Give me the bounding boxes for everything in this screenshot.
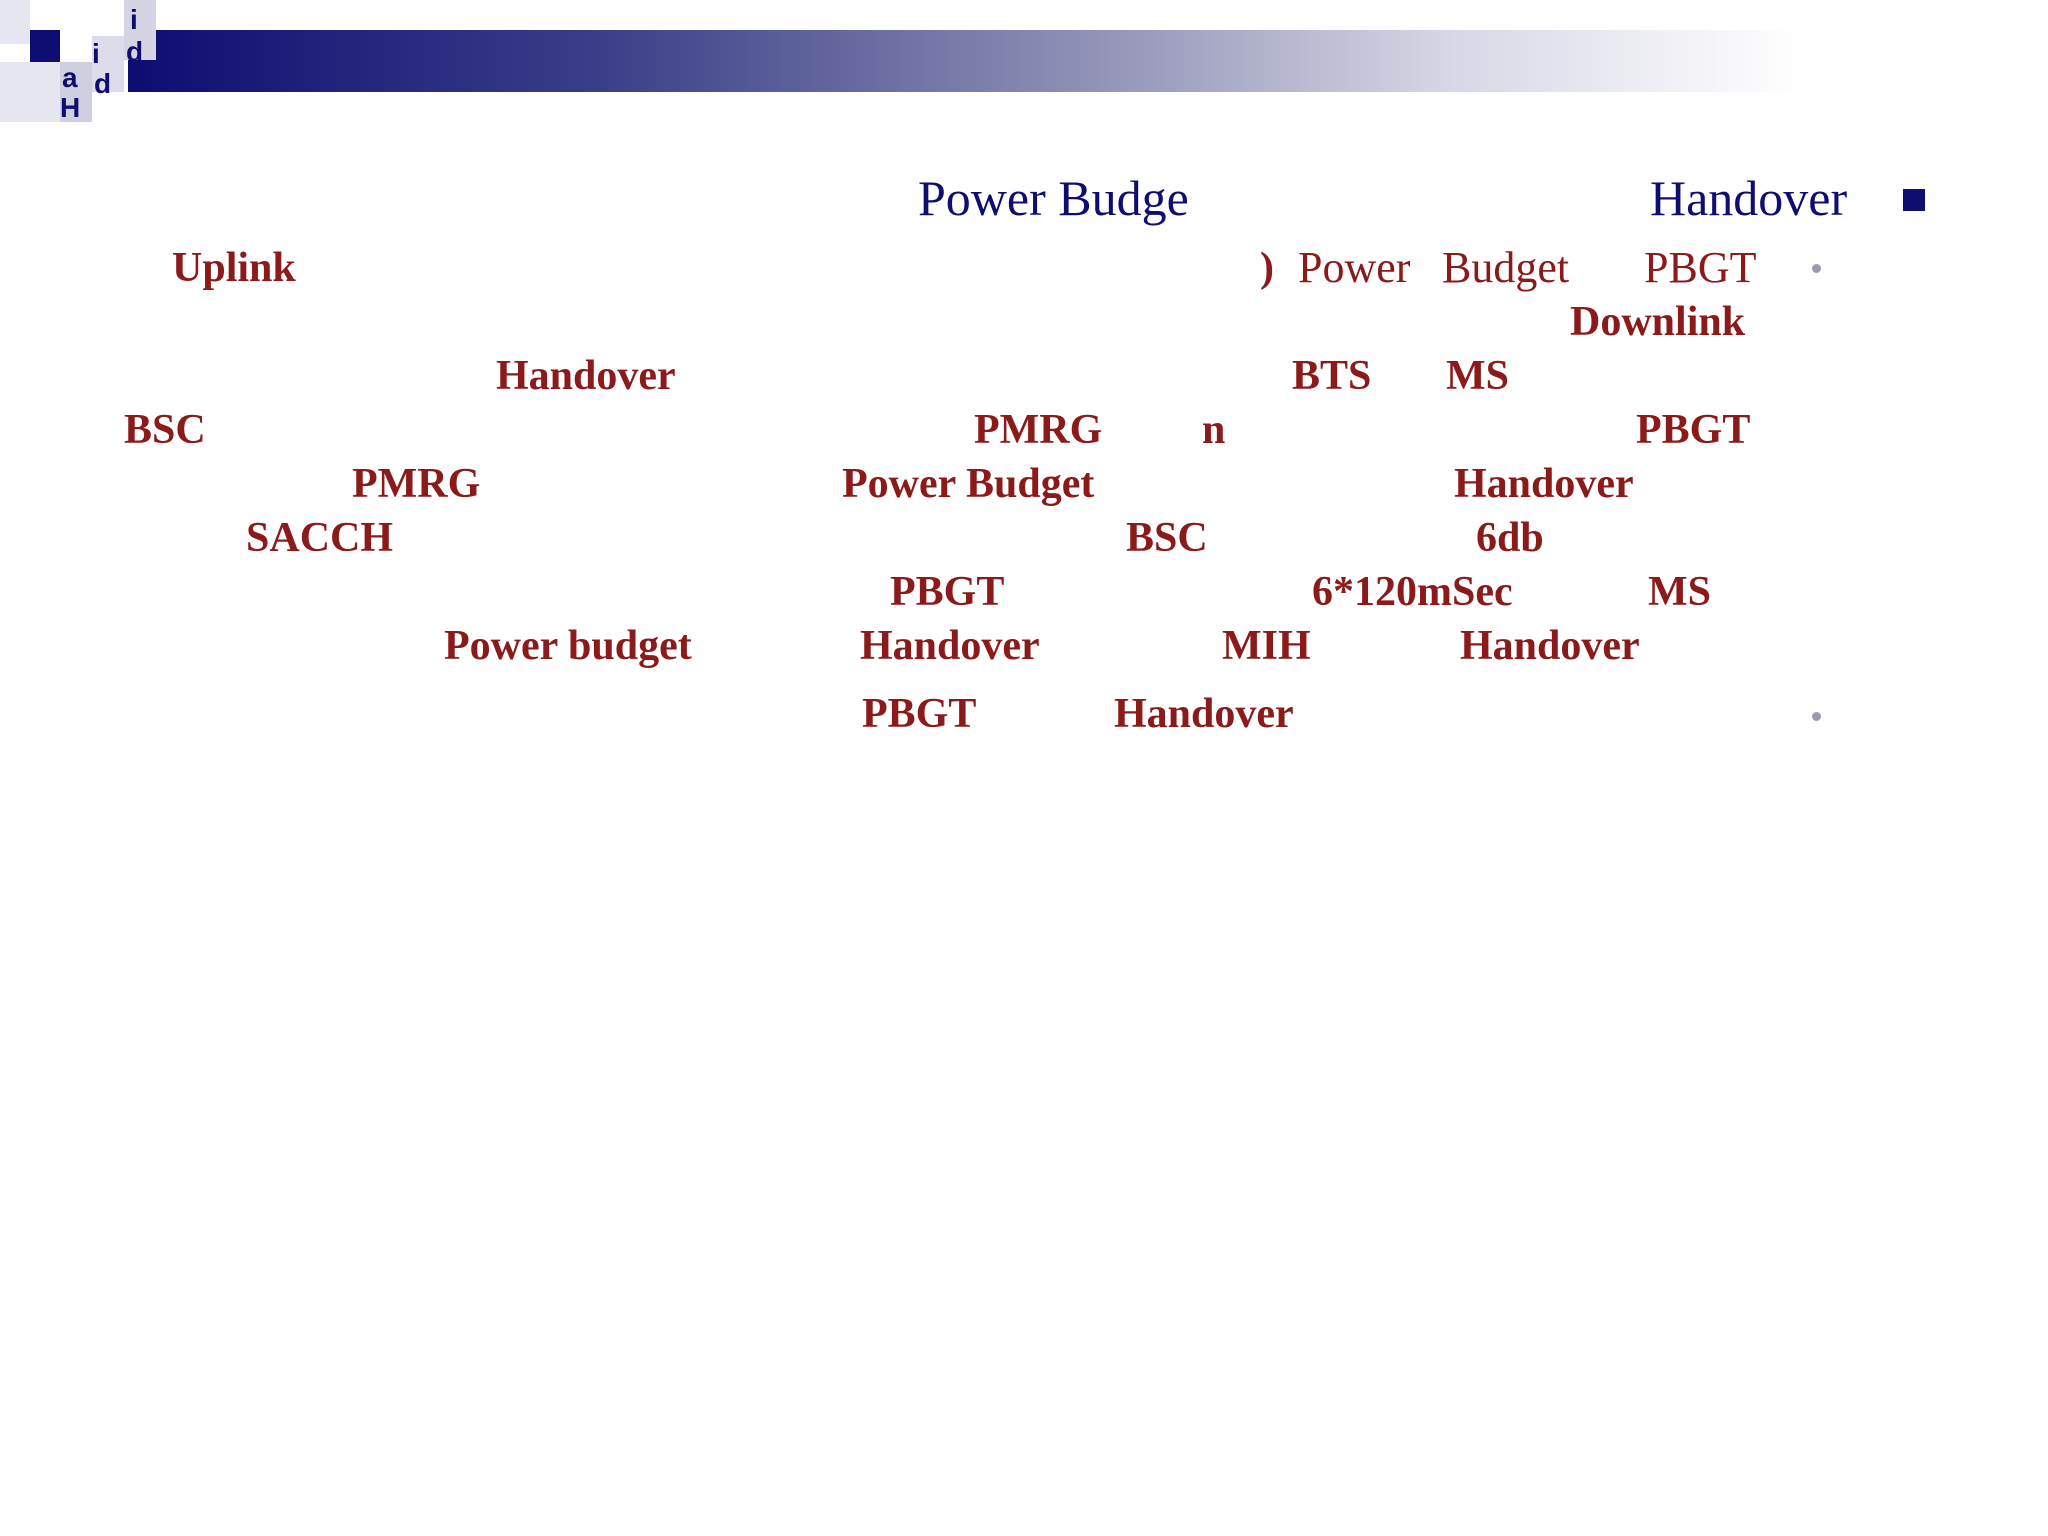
slide-title-part-2: Handover: [1650, 170, 1848, 226]
word-bts: BTS: [1292, 353, 1372, 399]
word-pbgt: PBGT: [1644, 243, 1757, 292]
word-pmrg: PMRG: [974, 407, 1103, 453]
word-paren: ): [1260, 245, 1274, 291]
paragraph-2-bullet-icon: [1812, 712, 1821, 721]
word-mih: MIH: [1222, 623, 1311, 669]
word-pbgt-2: PBGT: [1636, 407, 1751, 453]
logo-letter-d: d: [94, 68, 112, 99]
word-bsc-2: BSC: [1126, 515, 1208, 561]
paragraph-1-bullet-icon: [1812, 264, 1821, 273]
word-n: n: [1202, 407, 1226, 453]
header-banner: [128, 30, 2028, 92]
word-pbgt-4: PBGT: [862, 691, 977, 737]
word-6db: 6db: [1476, 515, 1544, 561]
logo-letter-i-top: i: [130, 4, 138, 35]
word-power-budget-2: Power budget: [444, 623, 692, 669]
word-bsc: BSC: [124, 407, 206, 453]
word-power: Power: [1298, 243, 1411, 292]
logo-square-2: [30, 30, 60, 62]
slide-title-part-1: Power Budge: [918, 170, 1189, 226]
word-uplink: Uplink: [172, 245, 296, 291]
word-ms-2: MS: [1648, 569, 1711, 615]
word-budget: Budget: [1442, 243, 1570, 292]
word-ms: MS: [1446, 353, 1509, 399]
word-pbgt-3: PBGT: [890, 569, 1005, 615]
logo-square-1: [0, 0, 30, 44]
word-timing: 6*120mSec: [1312, 569, 1513, 615]
word-handover-5: Handover: [1114, 691, 1294, 737]
word-handover-4: Handover: [1460, 623, 1640, 669]
logo-letter-d-top: d: [126, 36, 144, 67]
logo-letter-a: a: [62, 62, 78, 93]
title-bullet-icon: [1903, 189, 1925, 211]
word-sacch: SACCH: [246, 515, 394, 561]
word-power-budget: Power Budget: [842, 461, 1095, 507]
word-handover-3: Handover: [860, 623, 1040, 669]
logo-letter-h: H: [60, 92, 81, 123]
word-downlink: Downlink: [1570, 299, 1746, 345]
logo-letter-i: i: [92, 38, 100, 69]
word-handover-2: Handover: [1454, 461, 1634, 507]
logo-square-3: [0, 62, 60, 122]
word-handover: Handover: [496, 353, 676, 399]
word-pmrg-2: PMRG: [352, 461, 481, 507]
